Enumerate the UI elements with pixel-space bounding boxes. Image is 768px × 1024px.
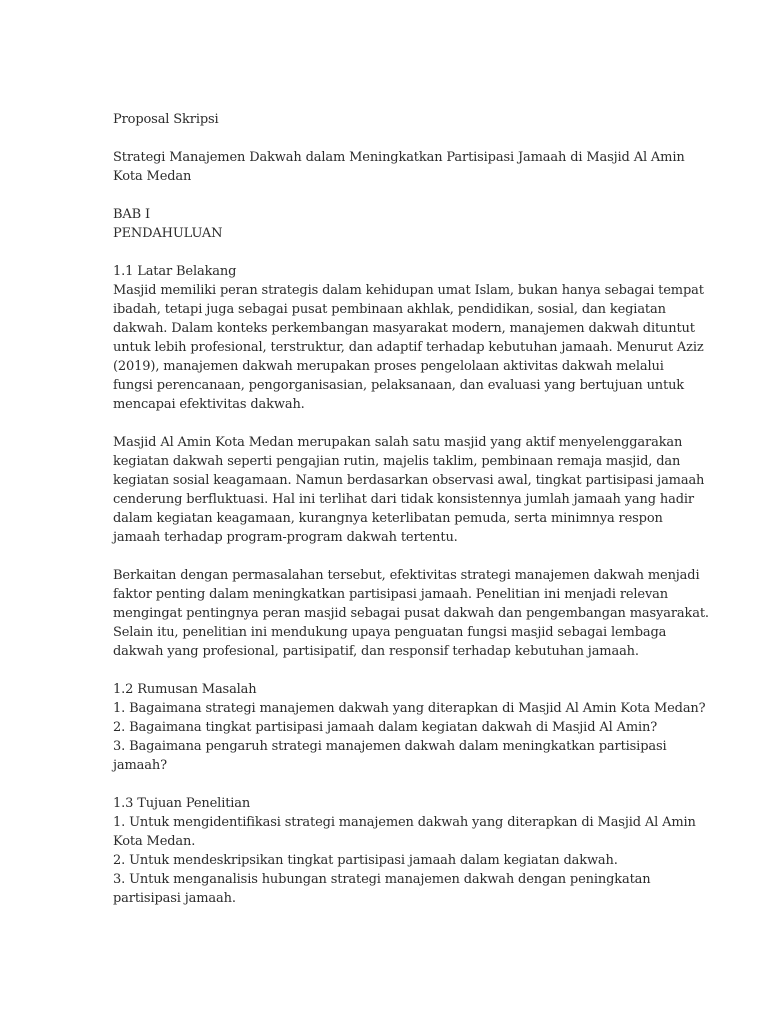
paragraph — [113, 566, 709, 661]
list-item: 3. Untuk menganalisis hubungan strategi manajemen dakwah dengan peningkatan — [113, 872, 651, 887]
paragraph-line: untuk lebih profesional, terstruktur, dan adaptif terhadap kebutuhan jamaah. Menurut Aziz — [113, 340, 704, 355]
paragraph-line: dakwah yang profesional, partisipatif, dan responsif terhadap kebutuhan jamaah. — [113, 644, 639, 659]
paragraph-line: kegiatan dakwah seperti pengajian rutin, majelis taklim, pembinaan remaja masjid, dan — [113, 454, 681, 469]
paragraph-line: jamaah terhadap program-program dakwah tertentu. — [113, 530, 458, 545]
title-line: Kota Medan — [113, 169, 192, 184]
section-heading: 1.3 Tujuan Penelitian — [113, 796, 251, 811]
blank-line — [113, 547, 658, 566]
paragraph-line: Selain itu, penelitian ini mendukung upaya penguatan fungsi masjid sebagai lembaga — [113, 625, 667, 640]
chapter-number: BAB I — [113, 207, 151, 222]
paragraph-line: Masjid Al Amin Kota Medan merupakan salah satu masjid yang aktif menyelenggarakan — [113, 435, 683, 450]
blank-line — [113, 414, 658, 433]
section-tujuan-penelitian — [113, 794, 696, 908]
paragraph-line: cenderung berfluktuasi. Hal ini terlihat dari tidak konsistennya jumlah jamaah yang hadir — [113, 492, 694, 507]
blank-line — [113, 775, 658, 794]
paragraph — [113, 281, 704, 414]
list-item: 1. Bagaimana strategi manajemen dakwah yang diterapkan di Masjid Al Amin Kota Medan? — [113, 701, 706, 716]
section-heading: 1.2 Rumusan Masalah — [113, 682, 257, 697]
list-item: 1. Untuk mengidentifikasi strategi manajemen dakwah yang diterapkan di Masjid Al Amin — [113, 815, 696, 830]
list-item-continuation: partisipasi jamaah. — [113, 891, 236, 906]
paragraph-line: (2019), manajemen dakwah merupakan proses pengelolaan aktivitas dakwah melalui — [113, 359, 664, 374]
paragraph-line: kegiatan sosial keagamaan. Namun berdasarkan observasi awal, tingkat partisipasi jamaah — [113, 473, 705, 488]
paragraph — [113, 433, 705, 547]
section-heading: 1.1 Latar Belakang — [113, 264, 237, 279]
paragraph-line: ibadah, tetapi juga sebagai pusat pembinaan akhlak, pendidikan, sosial, dan kegiatan — [113, 302, 666, 317]
blank-line — [113, 661, 658, 680]
paragraph-line: dalam kegiatan keagamaan, kurangnya keterlibatan pemuda, serta minimnya respon — [113, 511, 663, 526]
paragraph-line: mencapai efektivitas dakwah. — [113, 397, 305, 412]
paragraph-line: Berkaitan dengan permasalahan tersebut, efektivitas strategi manajemen dakwah menjadi — [113, 568, 700, 583]
chapter-title: PENDAHULUAN — [113, 226, 223, 241]
list-item: 2. Bagaimana tingkat partisipasi jamaah dalam kegiatan dakwah di Masjid Al Amin? — [113, 720, 658, 735]
list-item: 3. Bagaimana pengaruh strategi manajemen dakwah dalam meningkatkan partisipasi — [113, 739, 667, 754]
blank-line — [113, 129, 658, 148]
section-latar-belakang — [113, 262, 709, 661]
blank-line — [113, 243, 658, 262]
paragraph-line: dakwah. Dalam konteks perkembangan masyarakat modern, manajemen dakwah dituntut — [113, 321, 695, 336]
title-line: Strategi Manajemen Dakwah dalam Meningkatkan Partisipasi Jamaah di Masjid Al Amin — [113, 150, 685, 165]
list-item-continuation: jamaah? — [113, 758, 167, 773]
list-item: 2. Untuk mendeskripsikan tingkat partisipasi jamaah dalam kegiatan dakwah. — [113, 853, 618, 868]
section-rumusan-masalah — [113, 680, 706, 775]
paragraph-line: Masjid memiliki peran strategis dalam kehidupan umat Islam, bukan hanya sebagai tempat — [113, 283, 704, 298]
blank-line — [113, 186, 658, 205]
list-item-continuation: Kota Medan. — [113, 834, 196, 849]
document-body — [113, 110, 709, 908]
document-title — [113, 148, 685, 186]
paragraph-line: faktor penting dalam meningkatkan partisipasi jamaah. Penelitian ini menjadi relevan — [113, 587, 668, 602]
paragraph-line: mengingat pentingnya peran masjid sebagai pusat dakwah dan pengembangan masyarakat. — [113, 606, 709, 621]
paragraph-line: fungsi perencanaan, pengorganisasian, pelaksanaan, dan evaluasi yang bertujuan untuk — [113, 378, 685, 393]
document-label: Proposal Skripsi — [113, 112, 219, 127]
